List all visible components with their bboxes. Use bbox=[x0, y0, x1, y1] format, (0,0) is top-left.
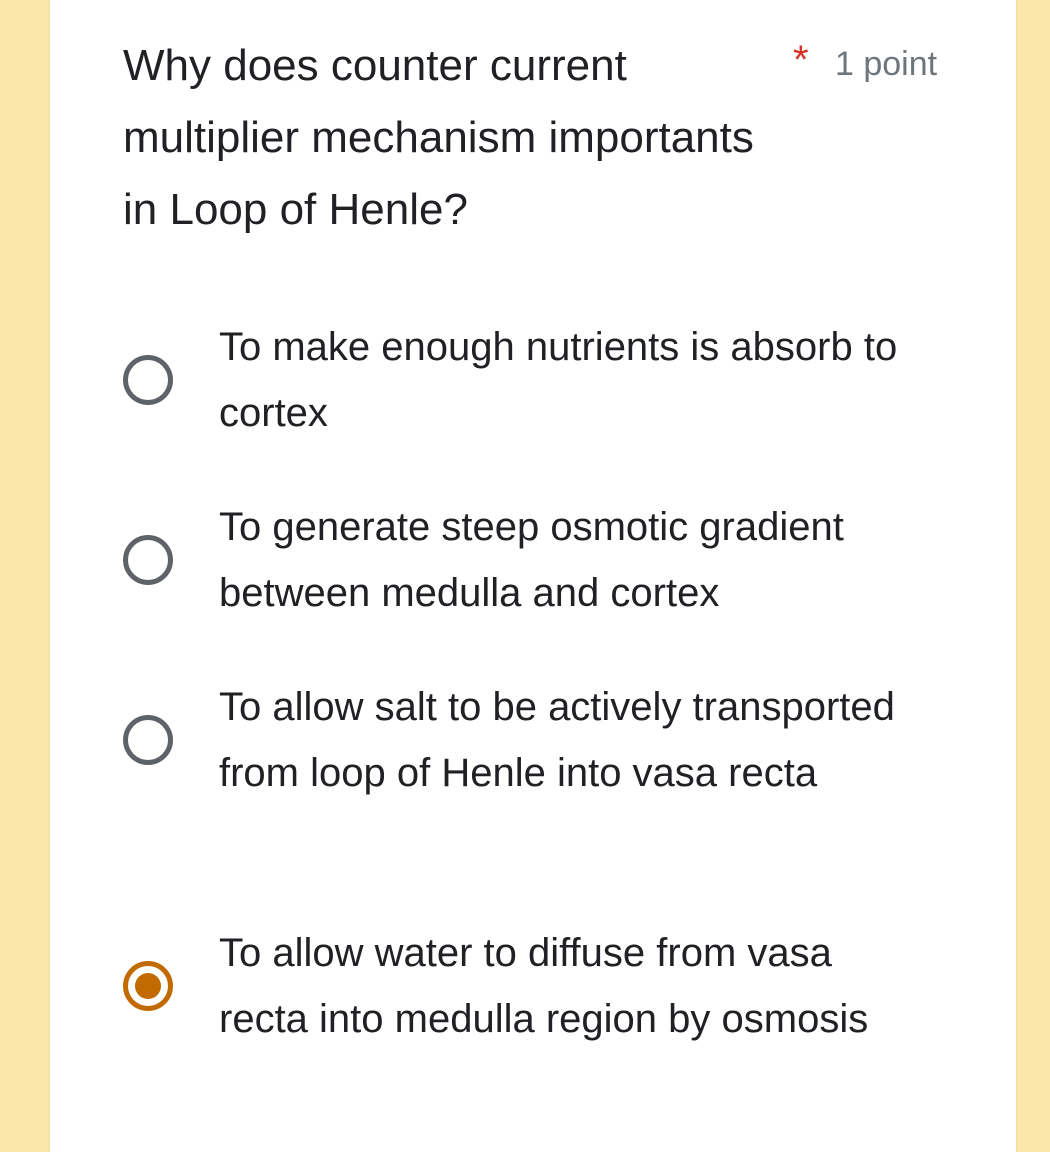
points-label: 1 point bbox=[835, 45, 938, 83]
question-title: Why does counter current multiplier mechanism importants in Loop of Henle? bbox=[123, 41, 754, 234]
option-label: To allow salt to be actively transported from loop of Henle into vasa recta bbox=[219, 685, 895, 795]
option-1[interactable] bbox=[123, 314, 943, 446]
required-asterisk: * bbox=[793, 38, 809, 82]
radio-button-icon[interactable] bbox=[123, 535, 173, 585]
radio-button-icon[interactable] bbox=[123, 355, 173, 405]
option-4[interactable] bbox=[123, 920, 943, 1052]
option-label: To allow water to diffuse from vasa recta into medulla region by osmosis bbox=[219, 931, 869, 1041]
option-3[interactable] bbox=[123, 674, 943, 806]
question-card bbox=[50, 0, 1016, 1152]
radio-button-icon[interactable] bbox=[123, 715, 173, 765]
question-header bbox=[123, 30, 943, 246]
radio-button-selected-icon[interactable] bbox=[123, 961, 173, 1011]
option-label: To make enough nutrients is absorb to cortex bbox=[219, 325, 898, 435]
option-label: To generate steep osmotic gradient between medulla and cortex bbox=[219, 505, 844, 615]
option-2[interactable] bbox=[123, 494, 943, 626]
